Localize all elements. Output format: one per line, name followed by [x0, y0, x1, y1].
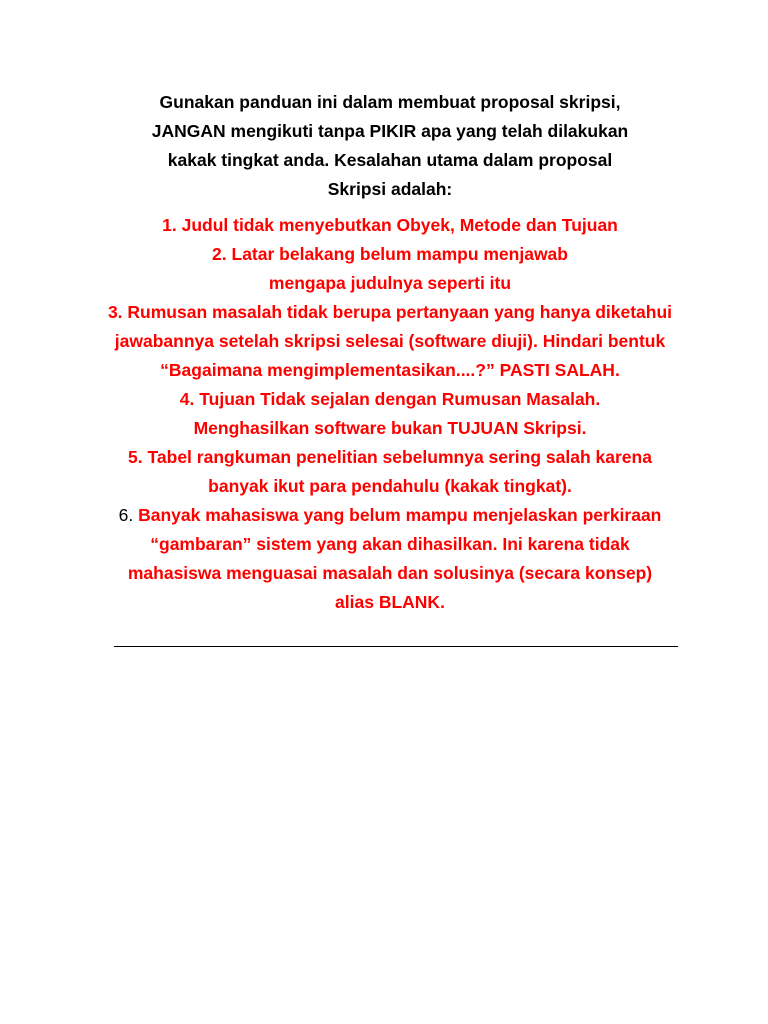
intro-line: kakak tingkat anda. Kesalahan utama dalam proposal — [167, 150, 613, 170]
list-item-4 — [100, 385, 680, 443]
item-text: Latar belakang belum mampu menjawab mengapa judulnya seperti itu — [231, 244, 568, 293]
list-item-2 — [100, 240, 680, 298]
list-item-1 — [100, 211, 680, 240]
intro-line: JANGAN mengikuti tanpa PIKIR apa yang telah dilakukan — [151, 121, 629, 141]
mistakes-list — [100, 211, 680, 617]
item-number: 1. — [162, 215, 177, 235]
item-number: 2. — [212, 244, 227, 264]
intro-paragraph — [100, 88, 680, 204]
horizontal-rule — [114, 646, 678, 647]
item-text: Judul tidak menyebutkan Obyek, Metode dan Tujuan — [181, 215, 618, 235]
item-number: 5. — [128, 447, 143, 467]
item-text: Banyak mahasiswa yang belum mampu menjelaskan perkiraan “gambaran” sistem yang akan dihasilkan. Ini karena tidak mahasiswa menguasai masalah dan solusinya (secara konsep) alias BLANK. — [127, 505, 662, 612]
item-text: Tabel rangkuman penelitian sebelumnya sering salah karena banyak ikut para pendahulu (kakak tingkat). — [147, 447, 652, 496]
list-item-6 — [100, 501, 680, 617]
intro-line: Skripsi adalah: — [327, 179, 453, 199]
list-item-3 — [100, 298, 680, 385]
item-text: Rumusan masalah tidak berupa pertanyaan yang hanya diketahui jawabannya setelah skripsi selesai (software diuji). Hindari bentuk “Bagaimana mengimplementasikan....?” PASTI SALAH. — [114, 302, 673, 380]
item-text: Tujuan Tidak sejalan dengan Rumusan Masalah. Menghasilkan software bukan TUJUAN Skripsi. — [193, 389, 601, 438]
list-item-5 — [100, 443, 680, 501]
item-number: 3. — [107, 302, 123, 322]
item-number: 4. — [179, 389, 195, 409]
item-number: 6. — [118, 505, 134, 525]
intro-line: Gunakan panduan ini dalam membuat proposal skripsi, — [159, 92, 621, 112]
